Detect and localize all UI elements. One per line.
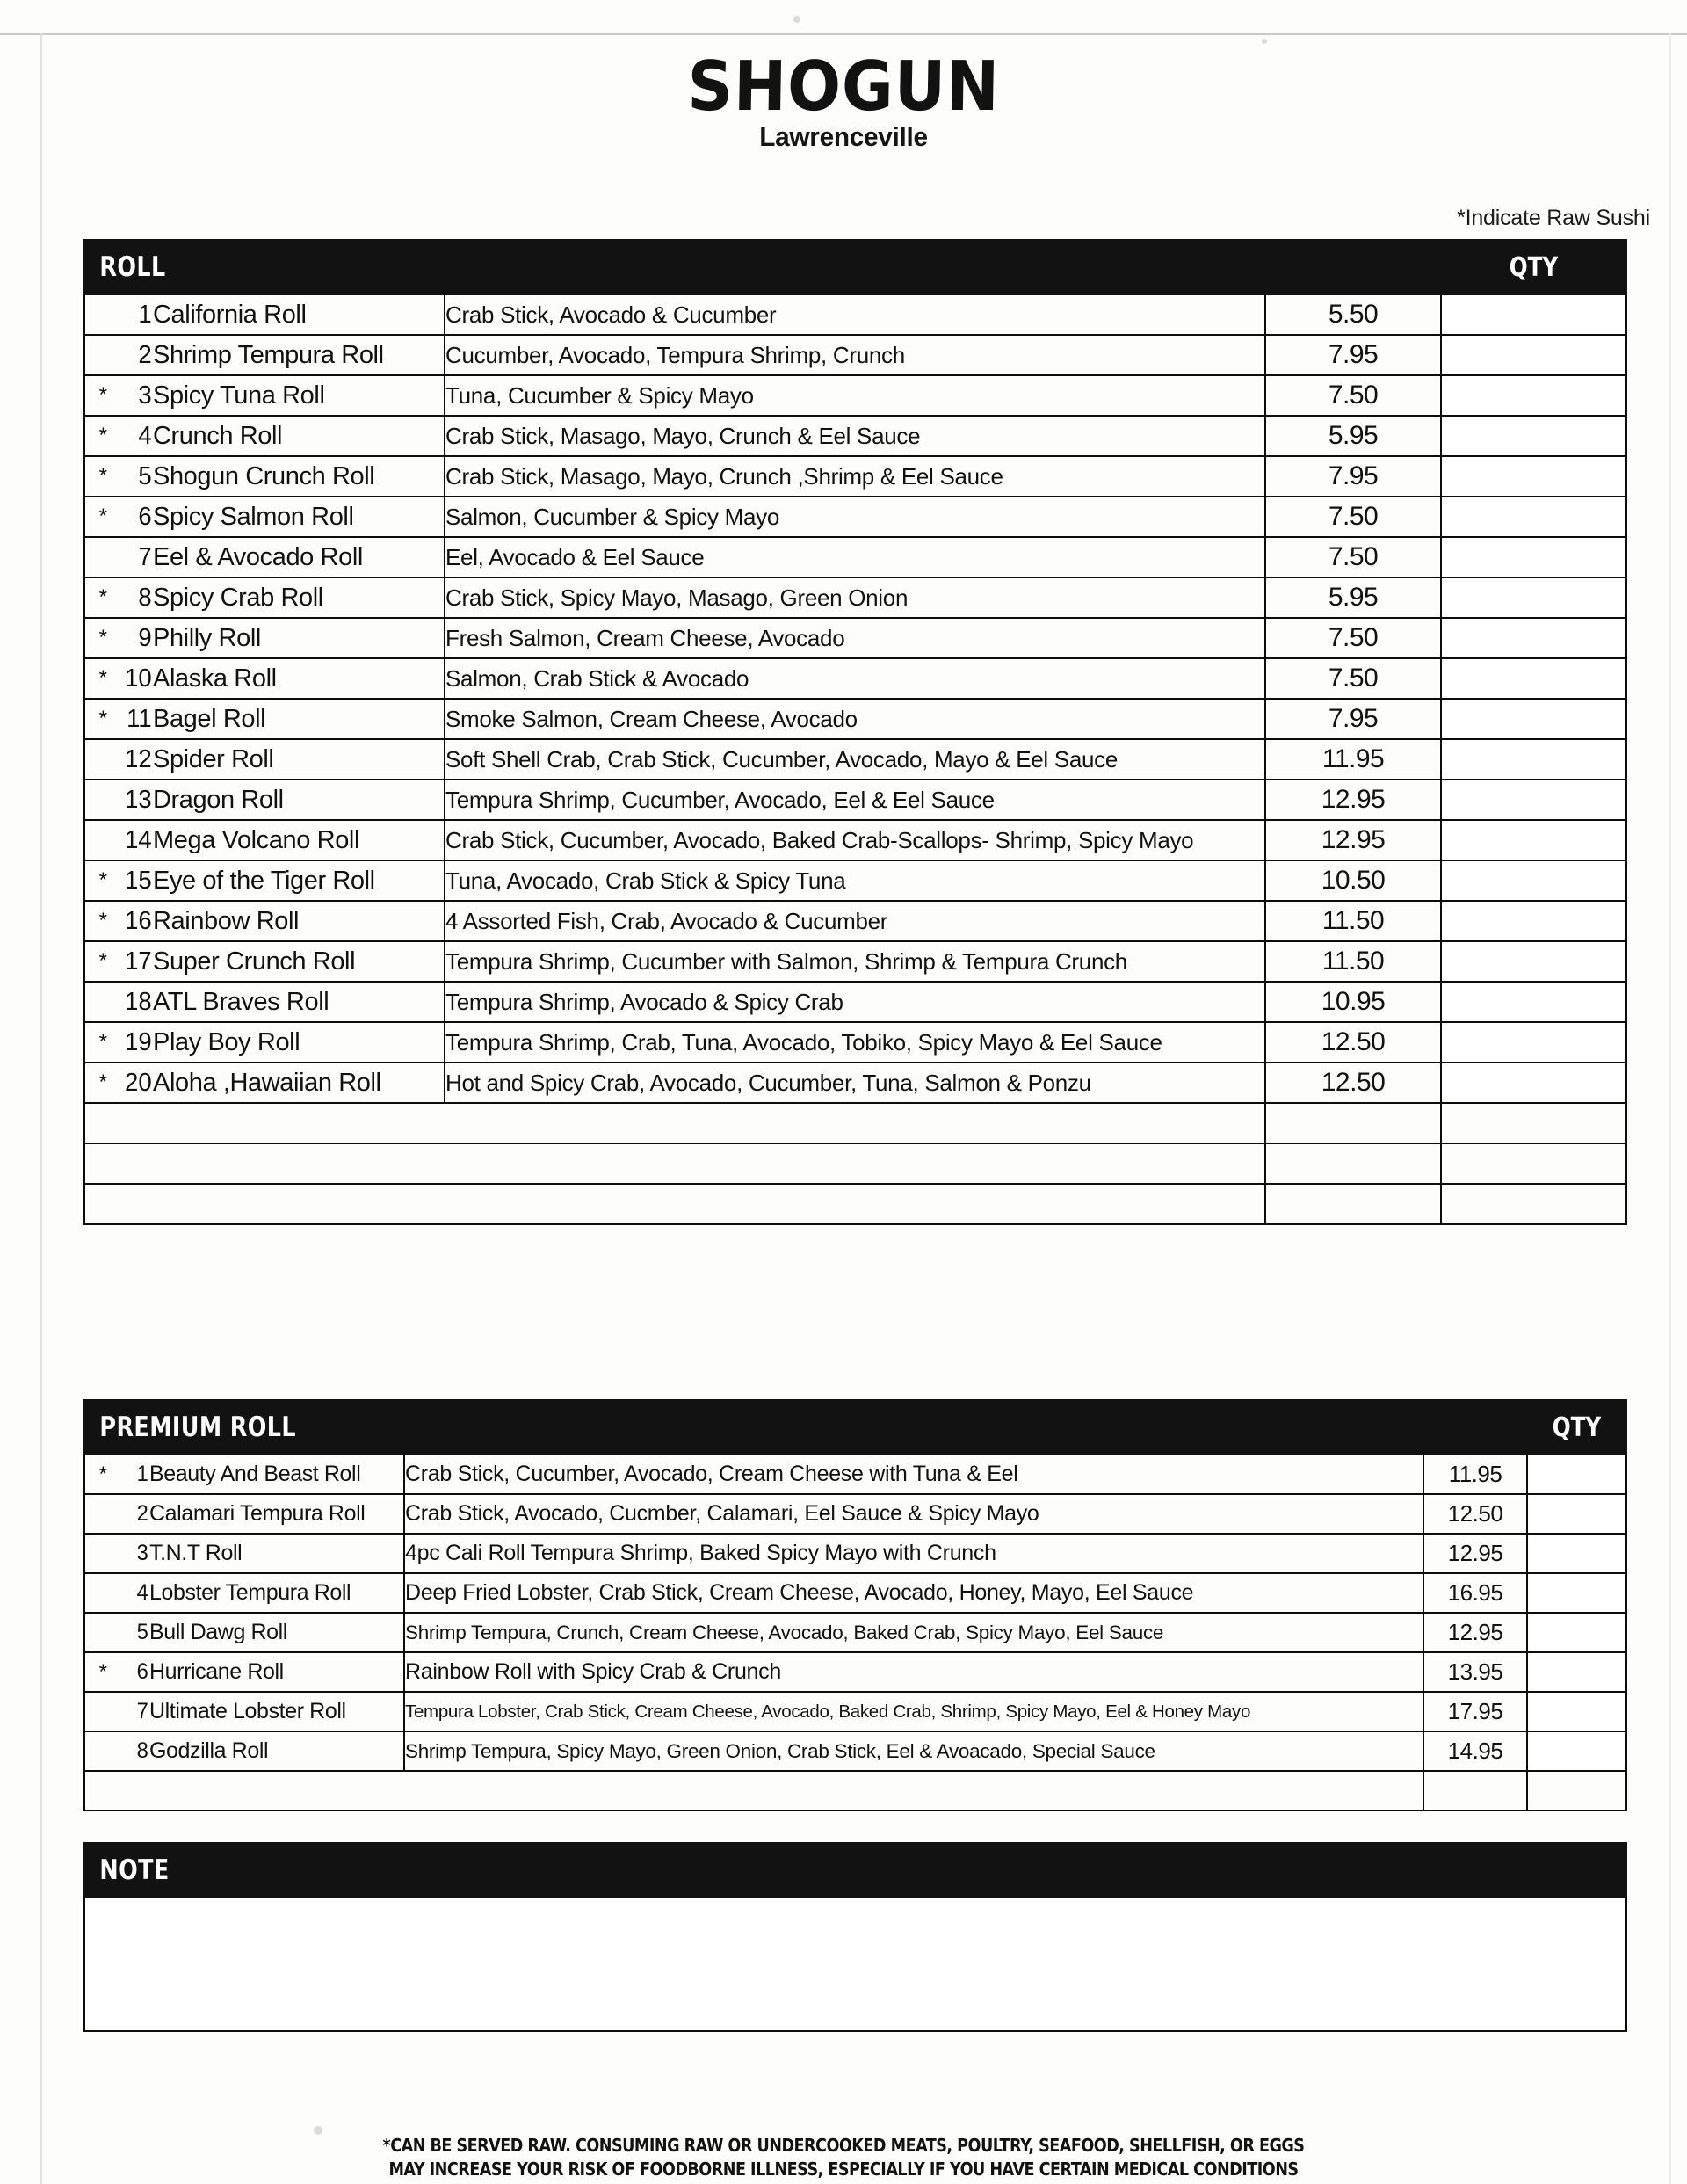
raw-sushi-note: *Indicate Raw Sushi bbox=[1457, 206, 1650, 230]
menu-item-name: Spider Roll bbox=[153, 739, 445, 780]
menu-item-name: Bagel Roll bbox=[153, 699, 445, 739]
roll-table bbox=[83, 239, 1627, 1225]
menu-item-name: Shrimp Tempura Roll bbox=[153, 335, 445, 375]
menu-item-row bbox=[84, 1455, 1626, 1494]
brand-location: Lawrenceville bbox=[759, 121, 928, 153]
menu-item-qty-input[interactable] bbox=[1441, 577, 1626, 618]
roll-table-body bbox=[84, 294, 1626, 1224]
menu-item-number: 3 bbox=[108, 375, 151, 416]
raw-indicator-star bbox=[84, 1573, 107, 1613]
blank-order-row[interactable] bbox=[84, 1103, 1626, 1143]
menu-item-qty-input[interactable] bbox=[1527, 1652, 1626, 1692]
premium-section-title: PREMIUM ROLL bbox=[99, 1411, 297, 1443]
menu-item-row bbox=[84, 618, 1626, 658]
menu-item-description: Tempura Shrimp, Avocado & Spicy Crab bbox=[445, 982, 1265, 1022]
menu-item-qty-input[interactable] bbox=[1441, 941, 1626, 982]
menu-item-qty-input[interactable] bbox=[1441, 699, 1626, 739]
menu-item-description: 4 Assorted Fish, Crab, Avocado & Cucumber bbox=[445, 901, 1265, 941]
menu-item-description: Tuna, Cucumber & Spicy Mayo bbox=[445, 375, 1265, 416]
menu-item-number: 17 bbox=[108, 941, 151, 982]
menu-item-row bbox=[84, 577, 1626, 618]
raw-indicator-star bbox=[84, 1692, 107, 1731]
menu-item-row bbox=[84, 658, 1626, 699]
raw-indicator-star bbox=[84, 1494, 107, 1534]
menu-item-name: ATL Braves Roll bbox=[153, 982, 445, 1022]
roll-section-header-row bbox=[84, 240, 1626, 294]
menu-item-number: 10 bbox=[108, 658, 151, 699]
menu-item-row bbox=[84, 1022, 1626, 1063]
menu-item-number: 2 bbox=[108, 335, 151, 375]
menu-item-price: 7.50 bbox=[1265, 537, 1441, 577]
raw-indicator-star bbox=[84, 537, 107, 577]
menu-item-qty-input[interactable] bbox=[1527, 1534, 1626, 1573]
raw-indicator-star: * bbox=[84, 1063, 107, 1103]
blank-price-cell[interactable] bbox=[1265, 1143, 1441, 1184]
menu-item-qty-input[interactable] bbox=[1441, 497, 1626, 537]
menu-item-qty-input[interactable] bbox=[1441, 901, 1626, 941]
raw-indicator-star: * bbox=[84, 456, 107, 497]
menu-item-row bbox=[84, 699, 1626, 739]
menu-item-name: Bull Dawg Roll bbox=[149, 1613, 404, 1652]
menu-item-description: Hot and Spicy Crab, Avocado, Cucumber, Tuna, Salmon & Ponzu bbox=[445, 1063, 1265, 1103]
menu-item-description: Tempura Shrimp, Cucumber with Salmon, Shrimp & Tempura Crunch bbox=[445, 941, 1265, 982]
footer-line-2: MAY INCREASE YOUR RISK OF FOODBORNE ILLNESS, ESPECIALLY IF YOU HAVE CERTAIN MEDICAL CONDITIONS bbox=[388, 2158, 1299, 2180]
menu-item-qty-input[interactable] bbox=[1441, 658, 1626, 699]
blank-order-row[interactable] bbox=[84, 1184, 1626, 1224]
note-table bbox=[83, 1842, 1627, 2032]
note-section-title: NOTE bbox=[99, 1854, 170, 1886]
menu-item-qty-input[interactable] bbox=[1441, 375, 1626, 416]
premium-table-body bbox=[84, 1455, 1626, 1810]
menu-item-price: 12.50 bbox=[1423, 1494, 1527, 1534]
blank-qty-cell[interactable] bbox=[1441, 1143, 1626, 1184]
menu-item-description: Deep Fried Lobster, Crab Stick, Cream Cheese, Avocado, Honey, Mayo, Eel Sauce bbox=[404, 1573, 1423, 1613]
menu-item-name: Crunch Roll bbox=[153, 416, 445, 456]
menu-item-qty-input[interactable] bbox=[1441, 335, 1626, 375]
menu-item-name: Rainbow Roll bbox=[153, 901, 445, 941]
menu-item-name: Philly Roll bbox=[153, 618, 445, 658]
menu-item-description: Salmon, Cucumber & Spicy Mayo bbox=[445, 497, 1265, 537]
menu-item-description: Crab Stick, Spicy Mayo, Masago, Green Onion bbox=[445, 577, 1265, 618]
menu-item-description: Salmon, Crab Stick & Avocado bbox=[445, 658, 1265, 699]
menu-item-name: Spicy Crab Roll bbox=[153, 577, 445, 618]
menu-item-price: 12.95 bbox=[1423, 1534, 1527, 1573]
menu-item-price: 10.95 bbox=[1265, 982, 1441, 1022]
menu-item-price: 12.95 bbox=[1265, 780, 1441, 820]
raw-indicator-star: * bbox=[84, 901, 107, 941]
menu-item-price: 13.95 bbox=[1423, 1652, 1527, 1692]
scan-speck bbox=[793, 16, 800, 23]
menu-item-number: 7 bbox=[108, 1692, 148, 1731]
menu-item-number: 11 bbox=[108, 699, 151, 739]
menu-item-name: Play Boy Roll bbox=[153, 1022, 445, 1063]
menu-item-price: 7.95 bbox=[1265, 335, 1441, 375]
menu-item-name: Godzilla Roll bbox=[149, 1731, 404, 1771]
menu-item-number: 9 bbox=[108, 618, 151, 658]
menu-item-row bbox=[84, 456, 1626, 497]
menu-item-price: 12.95 bbox=[1423, 1613, 1527, 1652]
menu-item-number: 16 bbox=[108, 901, 151, 941]
raw-indicator-star bbox=[84, 780, 107, 820]
menu-item-price: 17.95 bbox=[1423, 1692, 1527, 1731]
menu-item-row bbox=[84, 416, 1626, 456]
menu-item-description: Tempura Shrimp, Cucumber, Avocado, Eel & Eel Sauce bbox=[445, 780, 1265, 820]
raw-indicator-star: * bbox=[84, 941, 107, 982]
menu-item-name: Lobster Tempura Roll bbox=[149, 1573, 404, 1613]
menu-item-qty-input[interactable] bbox=[1527, 1455, 1626, 1494]
menu-item-number: 6 bbox=[108, 497, 151, 537]
menu-item-name: Shogun Crunch Roll bbox=[153, 456, 445, 497]
menu-item-row bbox=[84, 1534, 1626, 1573]
menu-item-name: Eel & Avocado Roll bbox=[153, 537, 445, 577]
menu-item-name: Eye of the Tiger Roll bbox=[153, 860, 445, 901]
menu-item-price: 5.95 bbox=[1265, 577, 1441, 618]
menu-item-number: 18 bbox=[108, 982, 151, 1022]
menu-item-description: 4pc Cali Roll Tempura Shrimp, Baked Spicy Mayo with Crunch bbox=[404, 1534, 1423, 1573]
raw-indicator-star bbox=[84, 820, 107, 860]
menu-item-price: 12.95 bbox=[1265, 820, 1441, 860]
raw-indicator-star bbox=[84, 1731, 107, 1771]
menu-item-price: 7.50 bbox=[1265, 618, 1441, 658]
menu-item-description: Rainbow Roll with Spicy Crab & Crunch bbox=[404, 1652, 1423, 1692]
menu-item-description: Soft Shell Crab, Crab Stick, Cucumber, Avocado, Mayo & Eel Sauce bbox=[445, 739, 1265, 780]
menu-item-number: 6 bbox=[108, 1652, 148, 1692]
menu-item-qty-input[interactable] bbox=[1441, 416, 1626, 456]
blank-item-cell[interactable] bbox=[84, 1143, 1265, 1184]
menu-item-qty-input[interactable] bbox=[1527, 1613, 1626, 1652]
menu-item-row bbox=[84, 335, 1626, 375]
blank-item-cell[interactable] bbox=[84, 1184, 1265, 1224]
menu-item-row bbox=[84, 375, 1626, 416]
menu-item-description: Smoke Salmon, Cream Cheese, Avocado bbox=[445, 699, 1265, 739]
menu-item-description: Crab Stick, Avocado & Cucumber bbox=[445, 294, 1265, 335]
scan-speck bbox=[1262, 39, 1267, 44]
raw-indicator-star: * bbox=[84, 618, 107, 658]
raw-indicator-star: * bbox=[84, 1455, 107, 1494]
blank-order-row[interactable] bbox=[84, 1771, 1626, 1810]
menu-item-description: Tuna, Avocado, Crab Stick & Spicy Tuna bbox=[445, 860, 1265, 901]
menu-item-description: Fresh Salmon, Cream Cheese, Avocado bbox=[445, 618, 1265, 658]
menu-item-price: 10.50 bbox=[1265, 860, 1441, 901]
menu-item-row bbox=[84, 1613, 1626, 1652]
menu-item-price: 7.50 bbox=[1265, 658, 1441, 699]
menu-item-number: 4 bbox=[108, 1573, 148, 1613]
menu-item-number: 7 bbox=[108, 537, 151, 577]
menu-item-description: Shrimp Tempura, Crunch, Cream Cheese, Avocado, Baked Crab, Spicy Mayo, Eel Sauce bbox=[404, 1613, 1423, 1652]
menu-item-number: 3 bbox=[108, 1534, 148, 1573]
note-body-row[interactable] bbox=[84, 1897, 1626, 2031]
premium-roll-table bbox=[83, 1399, 1627, 1811]
menu-item-name: Beauty And Beast Roll bbox=[149, 1455, 404, 1494]
note-write-in-area[interactable] bbox=[84, 1897, 1626, 2031]
blank-price-cell[interactable] bbox=[1265, 1184, 1441, 1224]
raw-indicator-star bbox=[84, 294, 107, 335]
paper-edge-top bbox=[0, 33, 1687, 35]
note-header-row bbox=[84, 1843, 1626, 1897]
menu-item-price: 14.95 bbox=[1423, 1731, 1527, 1771]
menu-item-row bbox=[84, 1731, 1626, 1771]
menu-item-number: 8 bbox=[108, 577, 151, 618]
menu-item-name: Spicy Salmon Roll bbox=[153, 497, 445, 537]
roll-qty-header: QTY bbox=[1509, 251, 1559, 283]
raw-indicator-star: * bbox=[84, 497, 107, 537]
menu-item-row bbox=[84, 860, 1626, 901]
raw-indicator-star bbox=[84, 982, 107, 1022]
premium-qty-header: QTY bbox=[1552, 1411, 1602, 1443]
menu-item-price: 12.50 bbox=[1265, 1063, 1441, 1103]
menu-item-description: Tempura Shrimp, Crab, Tuna, Avocado, Tobiko, Spicy Mayo & Eel Sauce bbox=[445, 1022, 1265, 1063]
menu-item-number: 1 bbox=[108, 1455, 148, 1494]
menu-item-row bbox=[84, 820, 1626, 860]
menu-item-qty-input[interactable] bbox=[1441, 780, 1626, 820]
menu-item-qty-input[interactable] bbox=[1441, 618, 1626, 658]
raw-indicator-star: * bbox=[84, 699, 107, 739]
paper-edge-right bbox=[1669, 33, 1671, 2184]
blank-qty-cell[interactable] bbox=[1441, 1184, 1626, 1224]
menu-item-qty-input[interactable] bbox=[1527, 1692, 1626, 1731]
menu-item-number: 2 bbox=[108, 1494, 148, 1534]
menu-item-description: Crab Stick, Masago, Mayo, Crunch & Eel Sauce bbox=[445, 416, 1265, 456]
menu-item-description: Tempura Lobster, Crab Stick, Cream Cheese, Avocado, Baked Crab, Shrimp, Spicy Mayo, Eel & Honey Mayo bbox=[404, 1692, 1423, 1731]
menu-item-number: 8 bbox=[108, 1731, 148, 1771]
menu-item-number: 19 bbox=[108, 1022, 151, 1063]
menu-item-price: 11.50 bbox=[1265, 941, 1441, 982]
menu-item-name: Mega Volcano Roll bbox=[153, 820, 445, 860]
raw-indicator-star bbox=[84, 1534, 107, 1573]
menu-item-name: Dragon Roll bbox=[153, 780, 445, 820]
menu-item-description: Crab Stick, Masago, Mayo, Crunch ,Shrimp & Eel Sauce bbox=[445, 456, 1265, 497]
menu-item-name: California Roll bbox=[153, 294, 445, 335]
raw-indicator-star bbox=[84, 335, 107, 375]
menu-item-qty-input[interactable] bbox=[1527, 1573, 1626, 1613]
menu-item-qty-input[interactable] bbox=[1441, 860, 1626, 901]
raw-indicator-star: * bbox=[84, 658, 107, 699]
menu-item-name: Aloha ,Hawaiian Roll bbox=[153, 1063, 445, 1103]
roll-section-title: ROLL bbox=[99, 251, 166, 283]
menu-item-price: 11.50 bbox=[1265, 901, 1441, 941]
blank-item-cell[interactable] bbox=[84, 1103, 1265, 1143]
blank-qty-cell[interactable] bbox=[1441, 1103, 1626, 1143]
blank-order-row[interactable] bbox=[84, 1143, 1626, 1184]
menu-item-row bbox=[84, 294, 1626, 335]
blank-price-cell[interactable] bbox=[1423, 1771, 1527, 1810]
menu-item-price: 16.95 bbox=[1423, 1573, 1527, 1613]
menu-item-description: Cucumber, Avocado, Tempura Shrimp, Crunch bbox=[445, 335, 1265, 375]
menu-item-name: Calamari Tempura Roll bbox=[149, 1494, 404, 1534]
menu-item-row bbox=[84, 1692, 1626, 1731]
raw-indicator-star: * bbox=[84, 375, 107, 416]
menu-item-row bbox=[84, 497, 1626, 537]
menu-item-description: Shrimp Tempura, Spicy Mayo, Green Onion, Crab Stick, Eel & Avoacado, Special Sauce bbox=[404, 1731, 1423, 1771]
menu-item-number: 1 bbox=[108, 294, 151, 335]
menu-item-price: 5.50 bbox=[1265, 294, 1441, 335]
raw-indicator-star bbox=[84, 1613, 107, 1652]
menu-item-row bbox=[84, 1063, 1626, 1103]
menu-item-name: Ultimate Lobster Roll bbox=[149, 1692, 404, 1731]
menu-item-qty-input[interactable] bbox=[1441, 1063, 1626, 1103]
menu-item-description: Crab Stick, Cucumber, Avocado, Baked Crab-Scallops- Shrimp, Spicy Mayo bbox=[445, 820, 1265, 860]
footer-line-1: *CAN BE SERVED RAW. CONSUMING RAW OR UNDERCOOKED MEATS, POULTRY, SEAFOOD, SHELLFISH, OR EGGS bbox=[382, 2135, 1305, 2157]
menu-item-qty-input[interactable] bbox=[1441, 456, 1626, 497]
menu-item-number: 15 bbox=[108, 860, 151, 901]
raw-indicator-star: * bbox=[84, 1652, 107, 1692]
menu-item-description: Crab Stick, Avocado, Cucmber, Calamari, Eel Sauce & Spicy Mayo bbox=[404, 1494, 1423, 1534]
menu-item-number: 5 bbox=[108, 456, 151, 497]
blank-qty-cell[interactable] bbox=[1527, 1771, 1626, 1810]
menu-item-price: 7.95 bbox=[1265, 456, 1441, 497]
menu-item-qty-input[interactable] bbox=[1441, 739, 1626, 780]
raw-indicator-star: * bbox=[84, 577, 107, 618]
menu-item-number: 13 bbox=[108, 780, 151, 820]
menu-item-qty-input[interactable] bbox=[1441, 1022, 1626, 1063]
menu-item-row bbox=[84, 982, 1626, 1022]
menu-item-name: Alaska Roll bbox=[153, 658, 445, 699]
menu-item-row bbox=[84, 537, 1626, 577]
menu-item-qty-input[interactable] bbox=[1441, 982, 1626, 1022]
menu-item-qty-input[interactable] bbox=[1441, 537, 1626, 577]
menu-item-qty-input[interactable] bbox=[1527, 1494, 1626, 1534]
menu-item-row bbox=[84, 739, 1626, 780]
raw-indicator-star: * bbox=[84, 416, 107, 456]
footer-disclaimer bbox=[0, 2134, 1687, 2180]
raw-indicator-star: * bbox=[84, 1022, 107, 1063]
paper-edge-left bbox=[40, 33, 42, 2184]
menu-item-row bbox=[84, 941, 1626, 982]
menu-item-price: 7.50 bbox=[1265, 497, 1441, 537]
menu-item-name: Super Crunch Roll bbox=[153, 941, 445, 982]
menu-item-number: 4 bbox=[108, 416, 151, 456]
menu-item-price: 7.95 bbox=[1265, 699, 1441, 739]
brand-header bbox=[0, 47, 1687, 153]
menu-item-price: 12.50 bbox=[1265, 1022, 1441, 1063]
menu-item-number: 12 bbox=[108, 739, 151, 780]
premium-section-header-row bbox=[84, 1400, 1626, 1455]
raw-indicator-star: * bbox=[84, 860, 107, 901]
menu-item-number: 5 bbox=[108, 1613, 148, 1652]
blank-item-cell[interactable] bbox=[84, 1771, 1423, 1810]
menu-item-row bbox=[84, 780, 1626, 820]
menu-item-qty-input[interactable] bbox=[1527, 1731, 1626, 1771]
menu-item-price: 11.95 bbox=[1265, 739, 1441, 780]
raw-indicator-star bbox=[84, 739, 107, 780]
menu-item-description: Eel, Avocado & Eel Sauce bbox=[445, 537, 1265, 577]
menu-item-row bbox=[84, 1652, 1626, 1692]
menu-item-price: 11.95 bbox=[1423, 1455, 1527, 1494]
menu-item-name: Hurricane Roll bbox=[149, 1652, 404, 1692]
menu-item-number: 20 bbox=[108, 1063, 151, 1103]
menu-item-qty-input[interactable] bbox=[1441, 294, 1626, 335]
menu-item-price: 7.50 bbox=[1265, 375, 1441, 416]
menu-item-number: 14 bbox=[108, 820, 151, 860]
menu-item-row bbox=[84, 1573, 1626, 1613]
blank-price-cell[interactable] bbox=[1265, 1103, 1441, 1143]
menu-item-price: 5.95 bbox=[1265, 416, 1441, 456]
menu-item-row bbox=[84, 1494, 1626, 1534]
menu-item-qty-input[interactable] bbox=[1441, 820, 1626, 860]
menu-item-row bbox=[84, 901, 1626, 941]
menu-item-name: T.N.T Roll bbox=[149, 1534, 404, 1573]
brand-name: SHOGUN bbox=[686, 47, 1001, 127]
menu-item-description: Crab Stick, Cucumber, Avocado, Cream Cheese with Tuna & Eel bbox=[404, 1455, 1423, 1494]
menu-item-name: Spicy Tuna Roll bbox=[153, 375, 445, 416]
